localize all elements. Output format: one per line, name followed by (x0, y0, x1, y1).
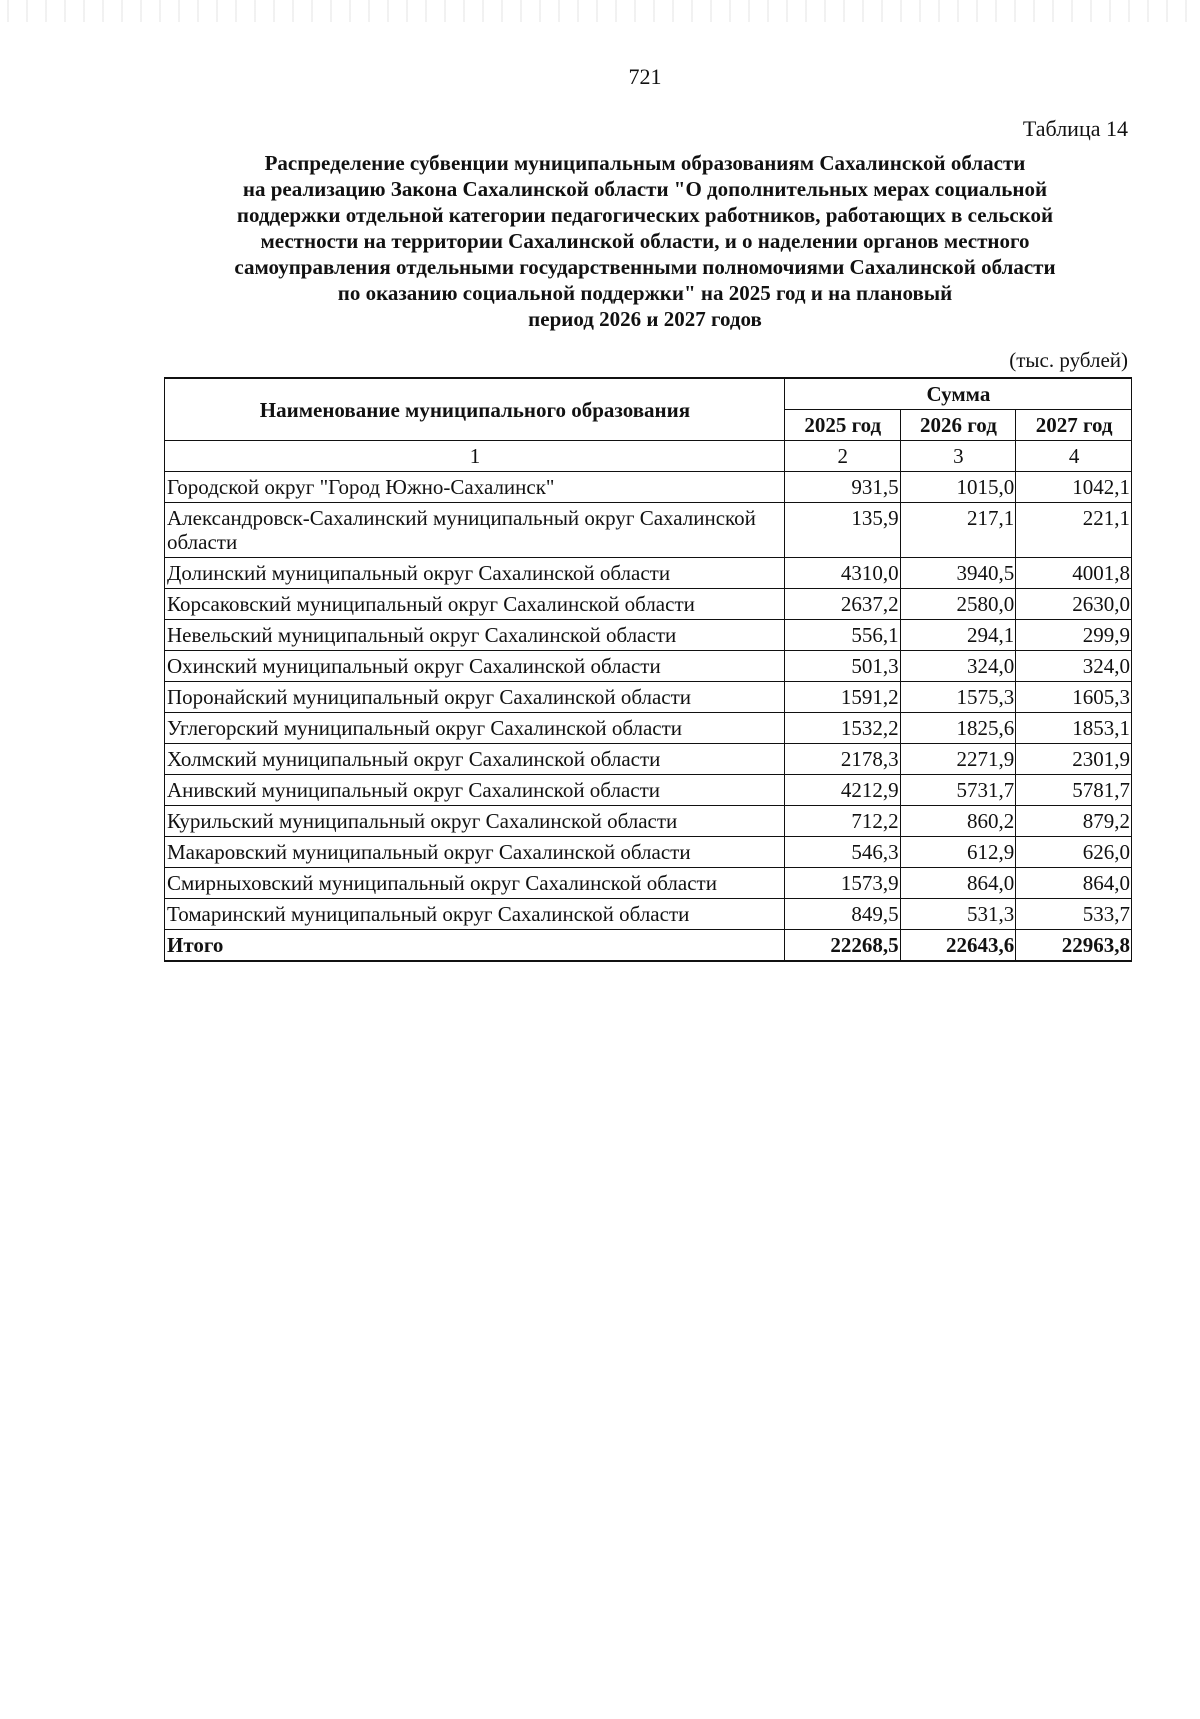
value-2027: 324,0 (1016, 651, 1132, 682)
title-line: Распределение субвенции муниципальным образованиям Сахалинской области (264, 151, 1026, 175)
value-2025: 849,5 (784, 899, 900, 930)
value-2026: 860,2 (900, 806, 1016, 837)
value-2027: 533,7 (1016, 899, 1132, 930)
row-name: Смирныховский муниципальный округ Сахалинской области (165, 868, 785, 899)
value-2026: 531,3 (900, 899, 1016, 930)
row-name: Корсаковский муниципальный округ Сахалинской области (165, 589, 785, 620)
value-2025: 712,2 (784, 806, 900, 837)
header-year-2026: 2026 год (900, 410, 1016, 441)
column-number: 1 (165, 441, 785, 472)
row-name: Невельский муниципальный округ Сахалинской области (165, 620, 785, 651)
row-name: Макаровский муниципальный округ Сахалинской области (165, 837, 785, 868)
value-2026: 324,0 (900, 651, 1016, 682)
value-2027: 4001,8 (1016, 558, 1132, 589)
total-label: Итого (165, 930, 785, 962)
row-name: Охинский муниципальный округ Сахалинской области (165, 651, 785, 682)
value-2027: 221,1 (1016, 503, 1132, 558)
value-2027: 1605,3 (1016, 682, 1132, 713)
total-2027: 22963,8 (1016, 930, 1132, 962)
value-2027: 1853,1 (1016, 713, 1132, 744)
value-2025: 1591,2 (784, 682, 900, 713)
value-2027: 299,9 (1016, 620, 1132, 651)
value-2025: 4310,0 (784, 558, 900, 589)
row-name: Томаринский муниципальный округ Сахалинской области (165, 899, 785, 930)
subvention-table (164, 377, 1132, 962)
scan-noise (0, 0, 1200, 22)
title-line: на реализацию Закона Сахалинской области "О дополнительных мерах социальной (242, 177, 1048, 201)
row-name: Курильский муниципальный округ Сахалинской области (165, 806, 785, 837)
value-2027: 864,0 (1016, 868, 1132, 899)
row-name: Долинский муниципальный округ Сахалинской области (165, 558, 785, 589)
title-line: местности на территории Сахалинской области, и о наделении органов местного (260, 229, 1030, 253)
value-2026: 1575,3 (900, 682, 1016, 713)
row-name: Холмский муниципальный округ Сахалинской области (165, 744, 785, 775)
value-2027: 5781,7 (1016, 775, 1132, 806)
title-line: самоуправления отдельными государственными полномочиями Сахалинской области (234, 255, 1056, 279)
table-row (165, 589, 1132, 620)
table-title (150, 150, 1140, 332)
row-name: Углегорский муниципальный округ Сахалинской области (165, 713, 785, 744)
total-2026: 22643,6 (900, 930, 1016, 962)
title-line: поддержки отдельной категории педагогических работников, работающих в сельской (236, 203, 1054, 227)
table-row (165, 472, 1132, 503)
value-2026: 2580,0 (900, 589, 1016, 620)
table-row (165, 682, 1132, 713)
page-number: 721 (628, 64, 662, 89)
value-2027: 1042,1 (1016, 472, 1132, 503)
value-2025: 931,5 (784, 472, 900, 503)
header-year-2027: 2027 год (1016, 410, 1132, 441)
value-2025: 501,3 (784, 651, 900, 682)
table-row (165, 837, 1132, 868)
table-row (165, 868, 1132, 899)
row-name: Поронайский муниципальный округ Сахалинской области (165, 682, 785, 713)
value-2026: 1015,0 (900, 472, 1016, 503)
header-year-2025: 2025 год (784, 410, 900, 441)
table-label: Таблица 14 (1022, 116, 1128, 141)
value-2026: 2271,9 (900, 744, 1016, 775)
table-row (165, 899, 1132, 930)
column-number-row (165, 441, 1132, 472)
value-2025: 2178,3 (784, 744, 900, 775)
value-2026: 3940,5 (900, 558, 1016, 589)
value-2027: 2630,0 (1016, 589, 1132, 620)
column-number: 3 (900, 441, 1016, 472)
value-2026: 1825,6 (900, 713, 1016, 744)
table-row (165, 713, 1132, 744)
value-2026: 294,1 (900, 620, 1016, 651)
value-2026: 612,9 (900, 837, 1016, 868)
value-2025: 2637,2 (784, 589, 900, 620)
value-2026: 5731,7 (900, 775, 1016, 806)
table-row (165, 806, 1132, 837)
table-row (165, 775, 1132, 806)
value-2025: 1532,2 (784, 713, 900, 744)
units-note: (тыс. рублей) (1009, 348, 1128, 372)
value-2025: 1573,9 (784, 868, 900, 899)
value-2025: 556,1 (784, 620, 900, 651)
header-sum: Сумма (784, 378, 1131, 410)
value-2025: 546,3 (784, 837, 900, 868)
table-row (165, 620, 1132, 651)
row-name: Городской округ "Город Южно-Сахалинск" (165, 472, 785, 503)
value-2027: 626,0 (1016, 837, 1132, 868)
header-name: Наименование муниципального образования (165, 378, 785, 441)
value-2025: 4212,9 (784, 775, 900, 806)
row-name: Анивский муниципальный округ Сахалинской области (165, 775, 785, 806)
title-line: период 2026 и 2027 годов (528, 307, 762, 331)
column-number: 4 (1016, 441, 1132, 472)
table-row (165, 651, 1132, 682)
value-2027: 879,2 (1016, 806, 1132, 837)
table-row (165, 558, 1132, 589)
total-row (165, 930, 1132, 962)
table-row (165, 744, 1132, 775)
column-number: 2 (784, 441, 900, 472)
value-2026: 864,0 (900, 868, 1016, 899)
total-2025: 22268,5 (784, 930, 900, 962)
value-2025: 135,9 (784, 503, 900, 558)
value-2027: 2301,9 (1016, 744, 1132, 775)
table-row (165, 503, 1132, 558)
title-line: по оказанию социальной поддержки" на 2025 год и на плановый (337, 281, 953, 305)
value-2026: 217,1 (900, 503, 1016, 558)
row-name: Александровск-Сахалинский муниципальный округ Сахалинской области (165, 503, 785, 558)
